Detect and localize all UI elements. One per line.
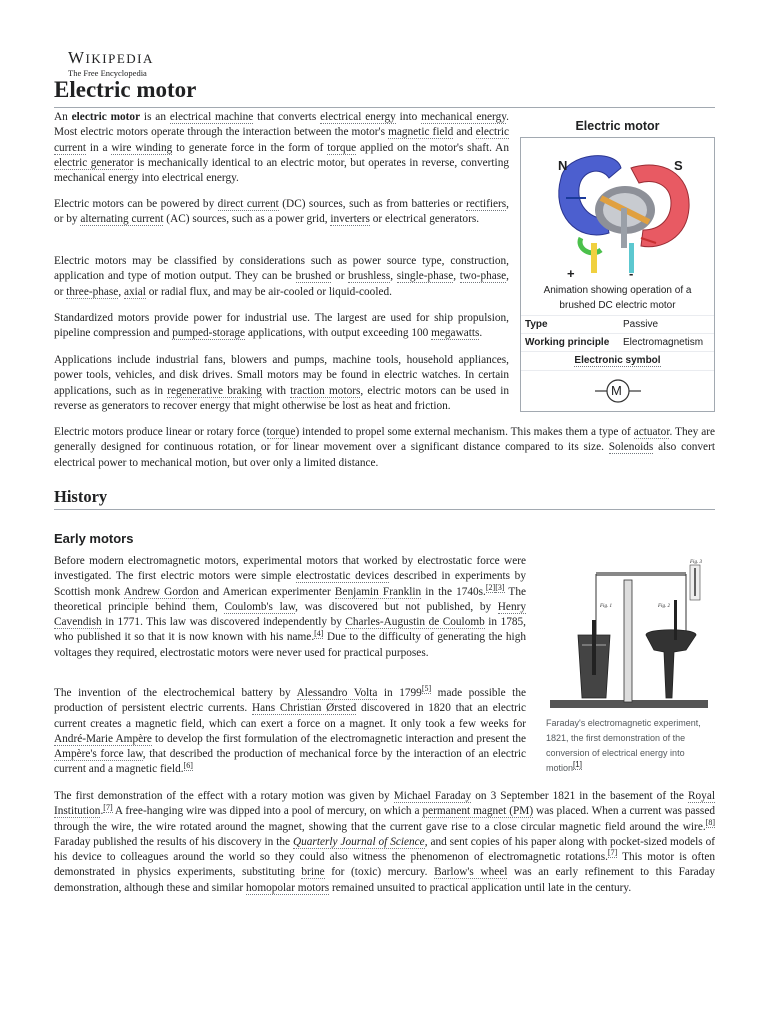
link-torque-2[interactable]: torque [266,426,296,438]
intro-paragraph-1: An electric motor is an electrical machine that converts electrical energy into mechanical energy. Most electric motors operate through the interaction between the motor's magnetic field and electric current in a wire winding to generate force in the form of torque applied on the motor's shaft. An electric generator is mechanically identical to an electric motor, but operates in reverse, converting mechanical energy into electrical energy. [54,111,509,185]
faraday-figure-caption: Faraday's electromagnetic experiment, 1821, the first demonstration of the conversion of electrical energy into motion[1] [546,718,701,773]
wikipedia-wordmark: WIKIPEDIA [68,48,154,67]
link-coulombs-law[interactable]: Coulomb's law [224,600,296,613]
link-royal-institution[interactable]: Royal Institution [54,790,715,818]
intro-paragraph-6: Electric motors produce linear or rotary force (torque) intended to propel some external mechanism. This makes them a type of actuator. They are generally designed for continuous rotation, or for linear movement over a significant distance compared to its size. Solenoids also convert electrical power to mechanical motion, but over only a limited distance. [54,426,715,469]
south-pole-label: S [674,158,683,173]
link-brushed[interactable]: brushed [295,270,332,283]
link-wire-winding[interactable]: wire winding [111,141,173,154]
subsection-heading-early-motors: Early motors [54,531,134,546]
link-inverters[interactable]: inverters [330,213,370,226]
infobox-row-key: Type [525,319,548,330]
citation[interactable]: [8] [705,817,715,827]
link-electric-generator[interactable]: electric generator [54,156,134,169]
link-regenerative-braking[interactable]: regenerative braking [167,384,262,397]
link-electrical-machine[interactable]: electrical machine [169,111,254,123]
link-axial[interactable]: axial [123,285,146,298]
motor-symbol [521,370,714,411]
link-direct-current[interactable]: direct current [217,198,279,210]
link-benjamin-franklin[interactable]: Benjamin Franklin [334,585,422,598]
intro-paragraph-3: Electric motors may be classified by considerations such as power source type, construction, application and type of motion output. They can be brushed or brushless, single-phase, two-phase, or three-phase, axial or radial flux, and may be air-cooled or liquid-cooled. [54,255,509,298]
link-electrostatic-devices[interactable]: electrostatic devices [295,570,389,583]
page-title: Electric motor [54,75,715,108]
link-magnetic-field[interactable]: magnetic field [388,126,454,139]
infobox-caption: Animation showing operation of a brushed DC electric motor [543,285,692,311]
dc-motor-illustration [521,138,714,283]
link-amperes-force-law[interactable]: Ampère's force law [54,748,143,761]
intro-paragraph-5: Applications include industrial fans, blowers and pumps, machine tools, household appliances, power tools, vehicles, and disk drives. Small motors may be found in electric watches. In certain applications, such as in regenerative braking with traction motors, electric motors can be used in reverse as generators to recover energy that might otherwise be lost as heat and friction. [54,354,509,412]
link-torque[interactable]: torque [327,141,357,154]
infobox-row-key: Working principle [525,337,610,348]
section-heading-history: History [54,486,715,510]
figure-label-fig1: Fig. 1 [600,604,612,609]
citation[interactable]: [2] [485,582,496,592]
link-electrical-energy[interactable]: electrical energy [320,111,396,123]
minus-terminal-label: - [629,266,634,281]
link-electronic-symbol[interactable]: Electronic symbol [574,355,661,366]
link-permanent-magnet[interactable]: permanent magnet (PM) [422,805,534,818]
infobox-title: Electric motor [575,119,660,133]
link-solenoids[interactable]: Solenoids [608,441,654,454]
link-brushless[interactable]: brushless [348,270,391,283]
link-electric-current[interactable]: electric current [54,126,509,154]
north-pole-label: N [558,158,568,173]
link-single-phase[interactable]: single-phase [396,270,454,283]
plus-terminal-label: + [567,266,575,281]
history-paragraph-1: Before modern electromagnetic motors, experimental motors that worked by electrostatic force were investigated. The first electric motors were simple electrostatic devices described in experiments by Scottish monk Andrew Gordon and American experimenter Benjamin Franklin in the 1740s.[2][3] The theoretical principle behind them, Coulomb's law, was discovered but not published, by Henry Cavendish in 1771. This law was discovered independently by Charles-Augustin de Coulomb in 1785, who published it so that it is now known with his name.[4] Due to the difficulty of generating the high voltages they required, electrostatic motors were never used for practical purposes. [54,555,526,659]
figure-label-fig2: Fig. 2 [658,604,670,609]
history-paragraph-3: The first demonstration of the effect with a rotary motion was given by Michael Faraday on 3 September 1821 in the basement of the Royal Institution.[7] A free-hanging wire was dipped into a pool of mercury, on which a permanent magnet (PM) was placed. When a current was passed through the wire, the wire rotated around the magnet, showing that the current gave rise to a close circular magnetic field around the wire.[8] Faraday published the results of his discovery in the Quarterly Journal of Science, and sent copies of his paper along with pocket-sized models of his device to colleagues around the world so they could also witness the phenomenon of electromagnetic rotations.[7] This motor is often demonstrated in physics experiments, substituting brine for (toxic) mercury. Barlow's wheel was an early refinement to this Faraday demonstration, although these and similar homopolar motors remained unsuited to practical application until late in the century. [54,790,715,894]
faraday-figure [546,560,716,776]
citation[interactable]: [3] [495,582,505,592]
intro-paragraph-4: Standardized motors provide power for industrial use. The largest are used for ship propulsion, pipeline compression and pumped-storage applications, with output exceeding 100 megawatts. [54,312,509,340]
motor-animation-image[interactable] [521,138,714,283]
link-actuator[interactable]: actuator [633,426,670,438]
wikipedia-tagline: The Free Encyclopedia [68,68,147,78]
faraday-apparatus-illustration [546,560,714,712]
infobox-row-working-principle [521,333,714,351]
infobox-row-type [521,315,714,333]
link-alternating-current[interactable]: alternating current [80,213,164,226]
intro-paragraph-2: Electric motors can be powered by direct current (DC) sources, such as from batteries or rectifiers, or by alternating current (AC) sources, such as a power grid, inverters or electrical generators. [54,198,509,226]
link-brine[interactable]: brine [301,866,325,879]
link-traction-motors[interactable]: traction motors [290,384,361,397]
link-electromagnetism[interactable]: Electromagnetism [623,337,704,348]
wikipedia-logo[interactable] [68,49,154,78]
citation[interactable]: [5] [421,684,432,694]
link-quarterly-journal-of-science[interactable]: Quarterly Journal of Science [292,835,425,848]
link-pumped-storage[interactable]: pumped-storage [172,327,246,340]
link-mechanical-energy[interactable]: mechanical energy [421,111,507,123]
figure-label-fig3: Fig. 3 [690,560,702,565]
motor-symbol-letter: M [611,383,622,398]
link-andrew-gordon[interactable]: Andrew Gordon [123,585,199,598]
link-homopolar-motors[interactable]: homopolar motors [246,881,330,894]
link-hans-christian-orsted[interactable]: Hans Christian Ørsted [251,702,357,715]
link-two-phase[interactable]: two-phase [459,270,507,283]
citation[interactable]: [6] [183,760,193,770]
link-henry-cavendish[interactable]: Henry Cavendish [54,600,526,629]
link-passive[interactable]: Passive [623,319,659,330]
link-barlows-wheel[interactable]: Barlow's wheel [434,866,508,879]
link-megawatts[interactable]: megawatts [431,327,480,340]
link-charles-augustin-de-coulomb[interactable]: Charles-Augustin de Coulomb [345,616,485,629]
link-michael-faraday[interactable]: Michael Faraday [393,790,472,802]
history-paragraph-2: The invention of the electrochemical battery by Alessandro Volta in 1799[5] made possible the production of persistent electric currents. Hans Christian Ørsted discovered in 1820 that an electric current creates a magnetic field, which can exert a force on a magnet. It only took a few weeks for André-Marie Ampère to develop the first formulation of the electromagnetic interaction and present the Ampère's force law, that described the production of mechanical force by the interaction of an electric current and a magnetic field.[6] [54,684,526,776]
infobox [520,115,715,412]
infobox-body [520,137,715,412]
citation[interactable]: [4] [314,628,324,638]
link-andre-marie-ampere[interactable]: André-Marie Ampère [54,732,152,745]
link-three-phase[interactable]: three-phase [66,285,119,298]
faraday-experiment-image[interactable] [546,560,714,712]
citation[interactable]: [7] [607,848,618,858]
citation[interactable]: [7] [103,802,113,812]
infobox-symbol-header [521,351,714,370]
link-rectifiers[interactable]: rectifiers [466,198,507,210]
citation[interactable]: [1] [573,760,582,769]
link-alessandro-volta[interactable]: Alessandro Volta [296,687,378,699]
